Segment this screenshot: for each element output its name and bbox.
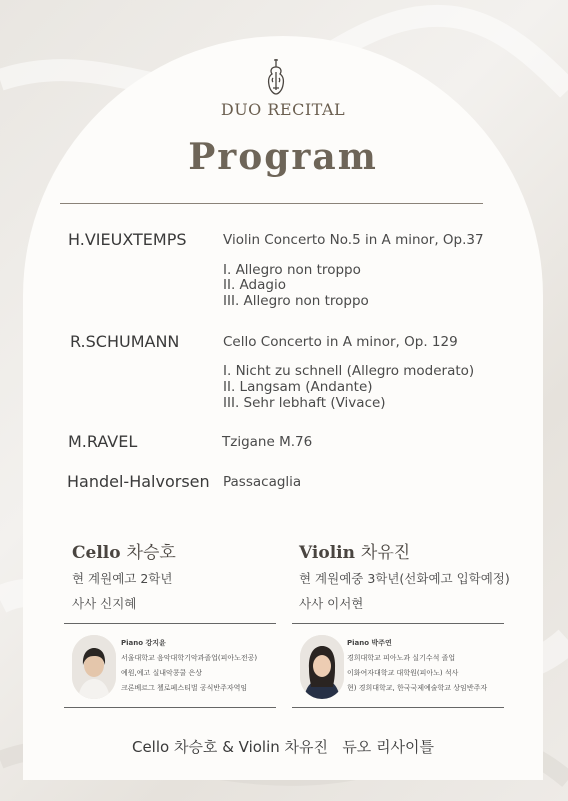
footer-title: Cello 차승호 & Violin 차유진 듀오 리사이틀 bbox=[131, 738, 435, 756]
divider-line bbox=[292, 707, 504, 708]
movement: III. Allegro non troppo bbox=[223, 293, 369, 309]
performer-korean-name: 차승호 bbox=[126, 543, 176, 563]
performer-school: 현 계원예중 3학년(선화예고 입학예정) bbox=[299, 571, 510, 586]
performer-school: 현 계원예고 2학년 bbox=[72, 571, 173, 586]
divider-line bbox=[64, 623, 276, 624]
pianist-avatar bbox=[72, 635, 116, 699]
movement: II. Adagio bbox=[223, 277, 286, 293]
pianist-info bbox=[347, 636, 487, 696]
event-subtitle: DUO RECITAL bbox=[220, 100, 346, 119]
performer-instrument: Violin bbox=[299, 543, 355, 563]
work-title: Cello Concerto in A minor, Op. 129 bbox=[223, 334, 458, 350]
performer-teacher: 사사 신지혜 bbox=[72, 596, 137, 611]
work-title: Violin Concerto No.5 in A minor, Op.37 bbox=[223, 232, 484, 248]
pianist-bio-line: 예원,예고 실내악콩쿨 은상 bbox=[121, 669, 203, 677]
pianist-bio-line: 현) 경희대학교, 한국국제예술학교 상임반주자 bbox=[347, 684, 488, 692]
divider-line bbox=[292, 623, 504, 624]
movement: I. Allegro non troppo bbox=[223, 262, 361, 278]
pianist-bio-line: 크론베르그 첼로페스티벌 공식반주자역임 bbox=[121, 684, 248, 692]
page-title: Program bbox=[188, 136, 378, 178]
pianist-bio-line: 이화여자대학교 대학원(피아노) 석사 bbox=[347, 669, 459, 677]
performer-teacher: 사사 이서현 bbox=[299, 596, 364, 611]
composer-name: R.SCHUMANN bbox=[70, 332, 180, 351]
performer-korean-name: 차유진 bbox=[360, 543, 411, 563]
composer-name: Handel-Halvorsen bbox=[67, 472, 210, 491]
program-card bbox=[23, 36, 543, 780]
pianist-avatar bbox=[300, 635, 344, 699]
divider-line bbox=[64, 707, 276, 708]
performer-instrument: Cello bbox=[72, 543, 121, 563]
pianist-label: Piano 강지윤 bbox=[121, 639, 166, 647]
work-title: Tzigane M.76 bbox=[222, 434, 313, 450]
pianist-bio-line: 경희대학교 피아노과 실기수석 졸업 bbox=[347, 654, 456, 662]
pianist-bio-line: 서울대학교 음악대학기악과졸업(피아노전공) bbox=[121, 654, 258, 662]
pianist-info bbox=[121, 636, 257, 696]
performer-name bbox=[72, 538, 176, 563]
composer-name: M.RAVEL bbox=[68, 432, 138, 451]
work-title: Passacaglia bbox=[223, 474, 302, 490]
performer-name bbox=[299, 538, 410, 563]
pianist-label: Piano 박주연 bbox=[347, 639, 392, 647]
title-divider bbox=[60, 203, 483, 204]
composer-name: H.VIEUXTEMPS bbox=[68, 230, 187, 249]
violin-icon bbox=[266, 58, 286, 96]
movement: II. Langsam (Andante) bbox=[223, 379, 373, 395]
movement: I. Nicht zu schnell (Allegro moderato) bbox=[223, 363, 475, 379]
movement: III. Sehr lebhaft (Vivace) bbox=[223, 395, 386, 411]
